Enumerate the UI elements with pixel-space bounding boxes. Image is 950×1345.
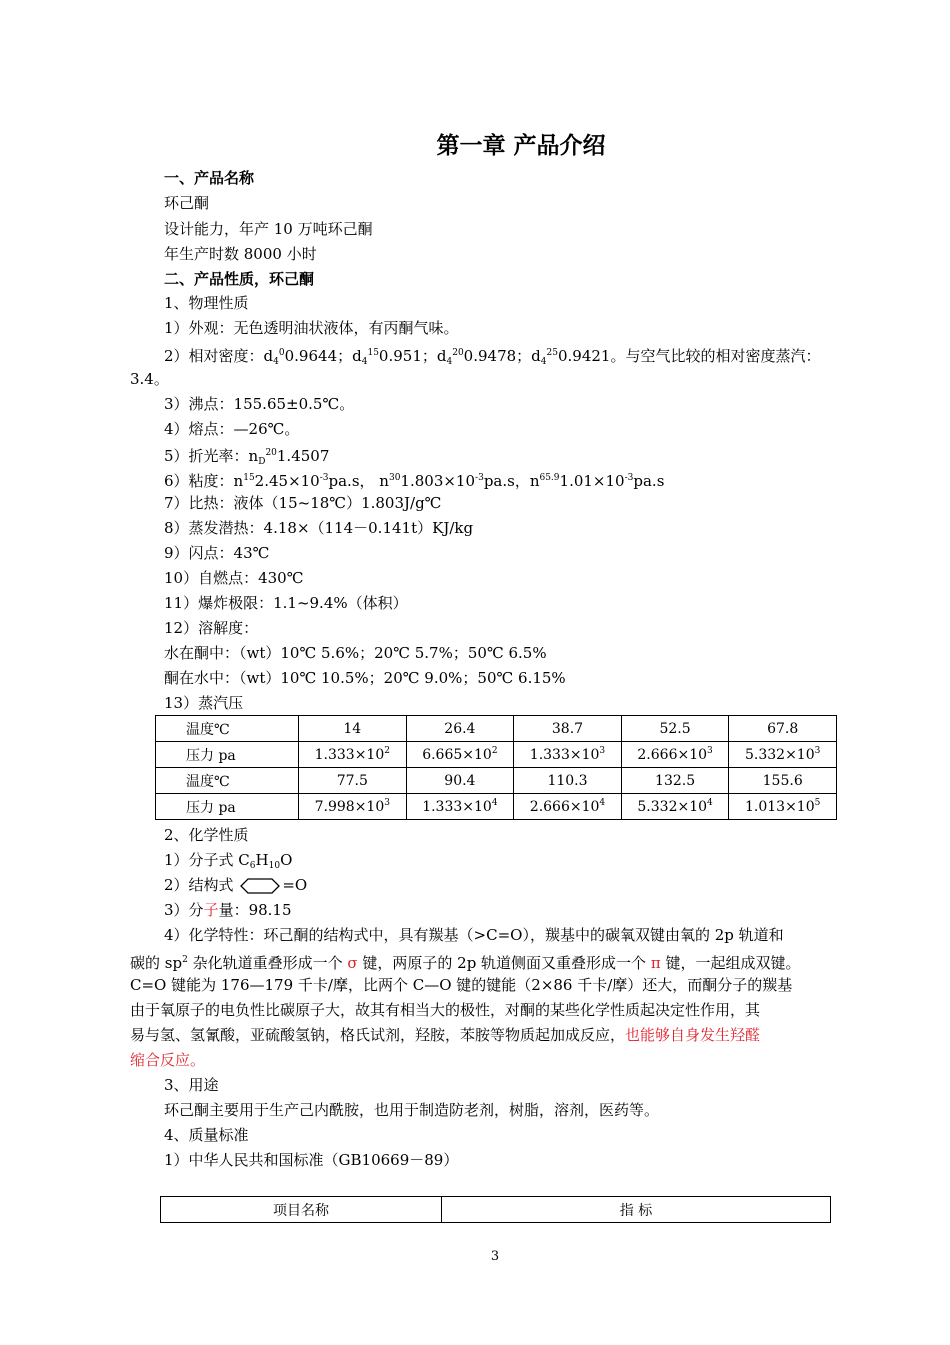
- table-cell: [514, 742, 622, 768]
- density-sup: 25: [546, 348, 558, 358]
- table-cell: [299, 742, 407, 768]
- exponent: 2: [491, 746, 498, 756]
- viscosity-unit: pa.s，n: [483, 472, 540, 490]
- viscosity-item: [164, 468, 664, 491]
- viscosity-value: 2.45×10: [254, 472, 320, 490]
- latent-heat-item: 8）蒸发潜热：4.18×（114－0.141t）KJ/kg: [164, 519, 474, 537]
- design-capacity: 设计能力，年产 10 万吨环己酮: [164, 220, 373, 238]
- exponent: 2: [384, 746, 390, 756]
- chem-text-line: [130, 950, 800, 973]
- mw-part: 量：98.15: [218, 901, 292, 919]
- density-value: 0.9644；: [284, 347, 353, 365]
- table-cell: 110.3: [514, 768, 622, 794]
- table-cell: 温度℃: [156, 716, 299, 742]
- table-cell: 77.5: [299, 768, 407, 794]
- table-cell: 90.4: [406, 768, 514, 794]
- viscosity-exp: -3: [624, 473, 634, 483]
- uses-text: 环己酮主要用于生产己内酰胺，也用于制造防老剂，树脂，溶剂，医药等。: [164, 1101, 660, 1119]
- density-sub: 4: [540, 357, 547, 367]
- chem-text-highlight: 也能够自身发生羟醛: [625, 1026, 761, 1044]
- flash-point-item: 9）闪点：43℃: [164, 544, 270, 562]
- table-cell: [406, 742, 514, 768]
- table-cell: [729, 794, 837, 820]
- molecular-formula-item: [164, 850, 292, 876]
- viscosity-exp: -3: [475, 473, 484, 483]
- molecular-weight-item: [164, 900, 292, 920]
- page-number: 3: [490, 1249, 500, 1264]
- exponent: 3: [384, 798, 390, 808]
- table-row: [161, 1197, 831, 1223]
- table-cell: [299, 794, 407, 820]
- table-cell: 52.5: [621, 716, 729, 742]
- density-value: 0.9478；: [463, 347, 532, 365]
- structure-label: 2）结构式: [164, 876, 234, 894]
- quality-standard: 1）中华人民共和国标准（GB10669－89）: [164, 1151, 459, 1169]
- density-label: 2）相对密度：: [164, 347, 264, 365]
- uses-heading: 3、用途: [164, 1076, 219, 1094]
- viscosity-sup: 65.9: [539, 473, 560, 483]
- vapor-pressure-label: 13）蒸汽压: [164, 694, 244, 712]
- table-cell: 压力 pa: [156, 794, 299, 820]
- table-cell: 14: [299, 716, 407, 742]
- table-cell: 温度℃: [156, 768, 299, 794]
- formula-h: H: [255, 851, 269, 869]
- formula-label: 1）分子式 C: [164, 851, 250, 869]
- specific-heat-item: 7）比热：液体（15~18℃）1.803J/g℃: [164, 494, 442, 512]
- exponent: 4: [707, 798, 713, 808]
- chapter-title: 第一章 产品介绍: [436, 133, 606, 159]
- section-properties-heading: 二、产品性质，环己酮: [164, 270, 315, 288]
- sigma-symbol: σ: [347, 954, 358, 972]
- structure-suffix: =O: [282, 876, 308, 894]
- density-sub: 4: [446, 357, 453, 367]
- mantissa: 2.666×10: [637, 747, 708, 763]
- water-in-ketone: 水在酮中：（wt）10℃ 5.6%；20℃ 5.7%；50℃ 6.5%: [164, 644, 547, 662]
- mantissa: 7.998×10: [314, 799, 385, 815]
- mantissa: 1.333×10: [529, 747, 600, 763]
- mantissa: 1.013×10: [745, 799, 815, 815]
- density-sup: 0: [278, 348, 285, 358]
- table-cell: [514, 794, 622, 820]
- ketone-in-water: 酮在水中：（wt）10℃ 10.5%；20℃ 9.0%；50℃ 6.15%: [164, 669, 566, 687]
- mantissa: 2.666×10: [529, 799, 600, 815]
- table-cell: 67.8: [729, 716, 837, 742]
- density-sup: 15: [367, 348, 379, 358]
- table-cell: 压力 pa: [156, 742, 299, 768]
- mantissa: 6.665×10: [422, 747, 492, 763]
- cyclohexane-ring-icon: [240, 878, 280, 894]
- viscosity-sup: 30: [388, 473, 401, 483]
- physical-properties-heading: 1、物理性质: [164, 294, 249, 312]
- density-sub: 4: [361, 357, 368, 367]
- viscosity-sup: 15: [243, 473, 255, 483]
- viscosity-value: 1.01×10: [559, 472, 625, 490]
- chem-text-line: [130, 1025, 760, 1045]
- table-cell: [729, 742, 837, 768]
- exponent: 4: [599, 798, 606, 808]
- table-header-cell: 指 标: [442, 1197, 831, 1223]
- mantissa: 5.332×10: [637, 799, 708, 815]
- density-value: 0.9421。与空气比较的相对密度蒸汽：: [557, 347, 821, 365]
- exponent: 4: [491, 798, 498, 808]
- mantissa: 1.333×10: [314, 747, 385, 763]
- formula-sub: 10: [268, 861, 281, 871]
- formula-sub: 6: [249, 861, 256, 871]
- boiling-point-item: 3）沸点：155.65±0.5℃。: [164, 395, 355, 413]
- melting-point-item: 4）熔点：—26℃。: [164, 420, 300, 438]
- density-sub: 4: [273, 357, 279, 367]
- refractive-sup: 20: [265, 448, 277, 458]
- table-row: [156, 716, 837, 742]
- chemical-properties-heading: 2、化学性质: [164, 826, 249, 844]
- table-cell: [621, 742, 729, 768]
- refractive-sub: D: [258, 457, 266, 467]
- formula-o: O: [280, 851, 293, 869]
- quality-heading: 4、质量标准: [164, 1126, 249, 1144]
- chem-text-sup: 2: [182, 955, 188, 965]
- vapor-pressure-table: [155, 715, 837, 820]
- autoignition-item: 10）自燃点：430℃: [164, 569, 304, 587]
- exponent: 5: [814, 798, 821, 808]
- refractive-value: 1.4507: [276, 447, 330, 465]
- table-cell: 132.5: [621, 768, 729, 794]
- quality-table: [160, 1196, 831, 1223]
- table-cell: 155.6: [729, 768, 837, 794]
- chem-text-part: 键，一起组成双键。: [660, 954, 801, 972]
- chem-text-part: 键，两原子的 2p 轨道侧面又重叠形成一个: [357, 954, 651, 972]
- chem-text-line: C=O 键能为 176—179 千卡/摩，比两个 C—O 键的键能（2×86 千卡/摩）还大，而酮分子的羰基: [130, 976, 793, 994]
- chem-text-part: 易与氢、氢氰酸，亚硫酸氢钠，格氏试剂，羟胺，苯胺等物质起加成反应，: [130, 1026, 626, 1044]
- chem-text-line: 4）化学特性：环己酮的结构式中，具有羰基（>C=O），羰基中的碳氧双键由氧的 2p 轨道和: [164, 926, 784, 944]
- exponent: 3: [599, 746, 606, 756]
- product-name: 环己酮: [164, 194, 210, 212]
- explosion-limit-item: 11）爆炸极限：1.1~9.4%（体积）: [164, 594, 408, 612]
- exponent: 3: [814, 746, 821, 756]
- structural-formula-item: [164, 875, 307, 895]
- chem-text-part: 碳的 sp: [130, 954, 183, 972]
- viscosity-exp: -3: [319, 473, 329, 483]
- solubility-label: 12）溶解度：: [164, 619, 259, 637]
- table-cell: 26.4: [406, 716, 514, 742]
- density-value: 0.951；: [378, 347, 437, 365]
- table-cell: 38.7: [514, 716, 622, 742]
- table-cell: [621, 794, 729, 820]
- mantissa: 1.333×10: [422, 799, 492, 815]
- viscosity-value: 1.803×10: [400, 472, 476, 490]
- table-row: [156, 742, 837, 768]
- appearance-item: 1）外观：无色透明油状液体，有丙酮气味。: [164, 319, 459, 337]
- viscosity-unit: pa.s， n: [328, 472, 389, 490]
- chem-text-line: 缩合反应。: [130, 1051, 206, 1069]
- table-row: [156, 768, 837, 794]
- viscosity-label: 6）粘度：n: [164, 472, 244, 490]
- mantissa: 5.332×10: [745, 747, 815, 763]
- density-continuation: 3.4。: [130, 370, 169, 388]
- pi-symbol: π: [650, 954, 661, 972]
- density-sup: 20: [452, 348, 464, 358]
- mw-highlight: 子: [203, 901, 219, 919]
- refractive-label: 5）折光率：n: [164, 447, 259, 465]
- chem-text-part: 杂化轨道重叠形成一个: [187, 954, 348, 972]
- table-row: [156, 794, 837, 820]
- chem-text-line: 由于氧原子的电负性比碳原子大，故其有相当大的极性，对酮的某些化学性质起决定性作用，其: [130, 1001, 761, 1019]
- mw-part: 3）分: [164, 901, 204, 919]
- annual-hours: 年生产时数 8000 小时: [164, 245, 317, 263]
- viscosity-unit: pa.s: [633, 472, 665, 490]
- density-item: 2）相对密度：$d_4^00.9644$；$d_4^{15}0.951$；$d_4^{20}0.9478$；$d_4^{25}0.9421$。与空气比较的相对密度蒸汽：: [164, 347, 821, 367]
- table-header-cell: 项目名称: [161, 1197, 442, 1223]
- table-cell: [406, 794, 514, 820]
- section-product-name-heading: 一、产品名称: [164, 169, 255, 187]
- exponent: 3: [707, 746, 713, 756]
